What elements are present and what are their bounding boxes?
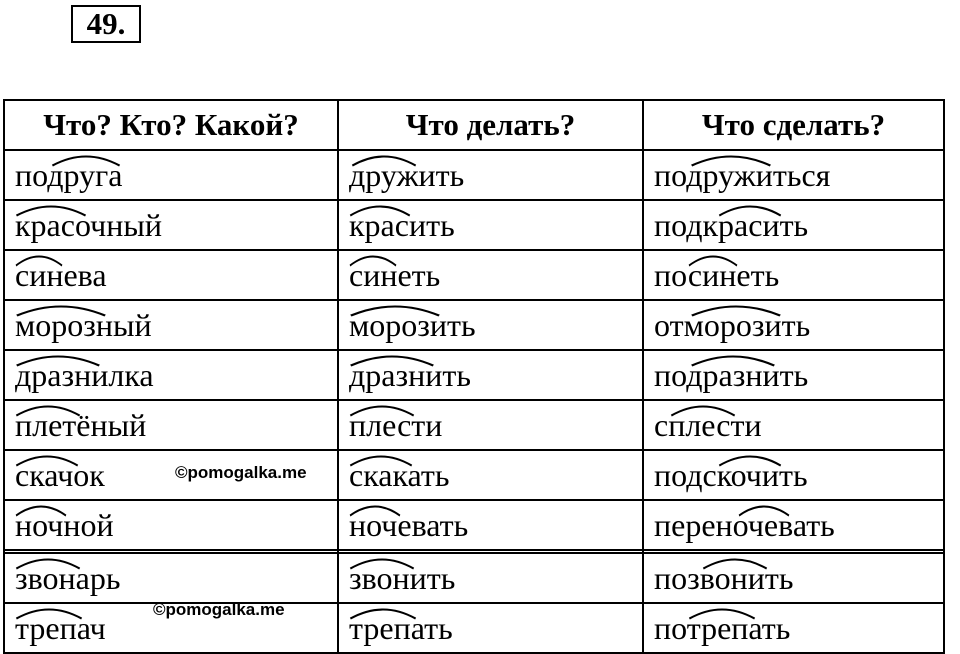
table-header-row (3, 99, 945, 151)
table-row (3, 600, 945, 654)
word-cell: ночной (15, 507, 114, 543)
watermark: ©pomogalka.me (153, 600, 285, 619)
table-row (3, 501, 945, 551)
task-number: 49. (71, 5, 141, 43)
word-cell: скачок (15, 457, 105, 493)
word-cell: подружиться (654, 157, 831, 193)
watermark: ©pomogalka.me (175, 463, 307, 482)
table-row (3, 201, 945, 251)
word-cell: трепач (15, 610, 106, 646)
word-table (3, 99, 945, 654)
word-cell: позвонить (654, 560, 794, 596)
word-cell: дружить (349, 157, 465, 193)
table-row (3, 401, 945, 451)
word-cell: подразнить (654, 357, 809, 393)
word-cell: красочный (15, 207, 162, 243)
word-cell: дразнилка (15, 357, 154, 393)
word-cell: подскочить (654, 457, 808, 493)
table-row (3, 251, 945, 301)
word-cell: посинеть (654, 257, 780, 293)
table-row (3, 351, 945, 401)
word-cell: звонить (349, 560, 456, 596)
word-cell: скакать (349, 457, 450, 493)
word-cell: сплести (654, 407, 762, 443)
word-cell: звонарь (15, 560, 121, 596)
word-cell: морозный (15, 307, 152, 343)
header-cell-imperfective: Что делать? (337, 101, 642, 149)
word-cell: дразнить (349, 357, 471, 393)
word-cell: подруга (15, 157, 123, 193)
word-cell: трепать (349, 610, 453, 646)
table-row (3, 301, 945, 351)
word-cell: подкрасить (654, 207, 809, 243)
word-cell: синева (15, 257, 107, 293)
word-cell: отморозить (654, 307, 811, 343)
table-row (3, 151, 945, 201)
header-cell-perfective: Что сделать? (642, 101, 943, 149)
table-row (3, 554, 945, 604)
word-cell: морозить (349, 307, 476, 343)
word-cell: плести (349, 407, 443, 443)
table-row (3, 451, 945, 501)
word-cell: потрепать (654, 610, 791, 646)
word-cell: ночевать (349, 507, 469, 543)
word-cell: плетёный (15, 407, 147, 443)
header-cell-noun: Что? Кто? Какой? (43, 107, 299, 142)
word-cell: переночевать (654, 507, 835, 543)
word-cell: синеть (349, 257, 441, 293)
word-cell: красить (349, 207, 455, 243)
